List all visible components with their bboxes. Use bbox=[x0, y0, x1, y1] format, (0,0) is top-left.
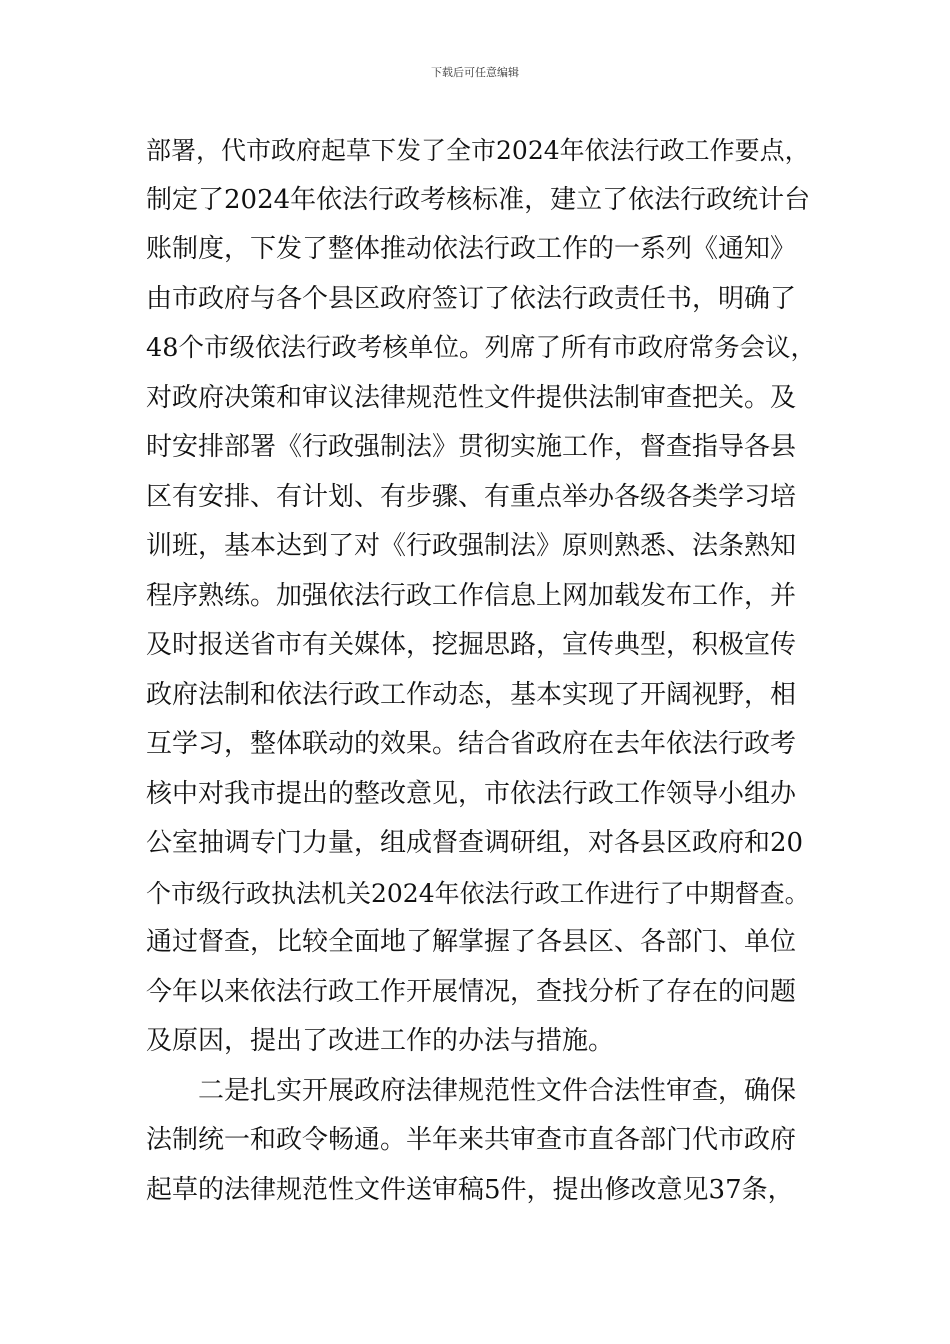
text-line: 制定了2024年依法行政考核标准，建立了依法行政统计台 bbox=[146, 184, 811, 215]
page-header: 下载后可任意编辑 bbox=[431, 66, 519, 79]
text-line: 账制度，下发了整体推动依法行政工作的一系列《通知》 bbox=[146, 234, 797, 264]
text-line: 程序熟练。加强依法行政工作信息上网加载发布工作，并 bbox=[146, 580, 797, 611]
text-line: 区有安排、有计划、有步骤、有重点举办各级各类学习培 bbox=[146, 481, 797, 512]
text-line: 部署，代市政府起草下发了全市2024年依法行政工作要点， bbox=[146, 136, 810, 165]
text-line: 及时报送省市有关媒体，挖掘思路，宣传典型，积极宣传 bbox=[146, 630, 797, 660]
text-line: 政府法制和依法行政工作动态，基本实现了开阔视野，相 bbox=[146, 679, 797, 710]
text-line: 及原因，提出了改进工作的办法与措施。 bbox=[146, 1026, 615, 1056]
text-line: 通过督查，比较全面地了解掌握了各县区、各部门、单位 bbox=[146, 927, 797, 957]
text-line: 公室抽调专门力量，组成督查调研组，对各县区政府和20 bbox=[146, 828, 804, 858]
document-body bbox=[146, 126, 818, 1215]
text-line: 核中对我市提出的整改意见，市依法行政工作领导小组办 bbox=[146, 778, 797, 809]
text-line: 48个市级依法行政考核单位。列席了所有市政府常务会议， bbox=[146, 333, 816, 363]
text-line: 训班，基本达到了对《行政强制法》原则熟悉、法条熟知 bbox=[146, 531, 797, 561]
text-line: 对政府决策和审议法律规范性文件提供法制审查把关。及 bbox=[146, 382, 797, 413]
text-line: 由市政府与各个县区政府签订了依法行政责任书，明确了 bbox=[146, 283, 797, 314]
text-line: 个市级行政执法机关2024年依法行政工作进行了中期督查。 bbox=[146, 878, 810, 908]
text-line: 起草的法律规范性文件送审稿5件，提出修改意见37条， bbox=[146, 1174, 794, 1205]
text-line: 今年以来依法行政工作开展情况，查找分析了存在的问题 bbox=[146, 976, 797, 1007]
paragraph-first-line: 二是扎实开展政府法律规范性文件合法性审查，确保 bbox=[198, 1075, 797, 1106]
text-line: 法制统一和政令畅通。半年来共审查市直各部门代市政府 bbox=[146, 1125, 797, 1155]
text-line: 互学习，整体联动的效果。结合省政府在去年依法行政考 bbox=[146, 729, 797, 759]
text-line: 时安排部署《行政强制法》贯彻实施工作，督查指导各县 bbox=[146, 432, 797, 462]
